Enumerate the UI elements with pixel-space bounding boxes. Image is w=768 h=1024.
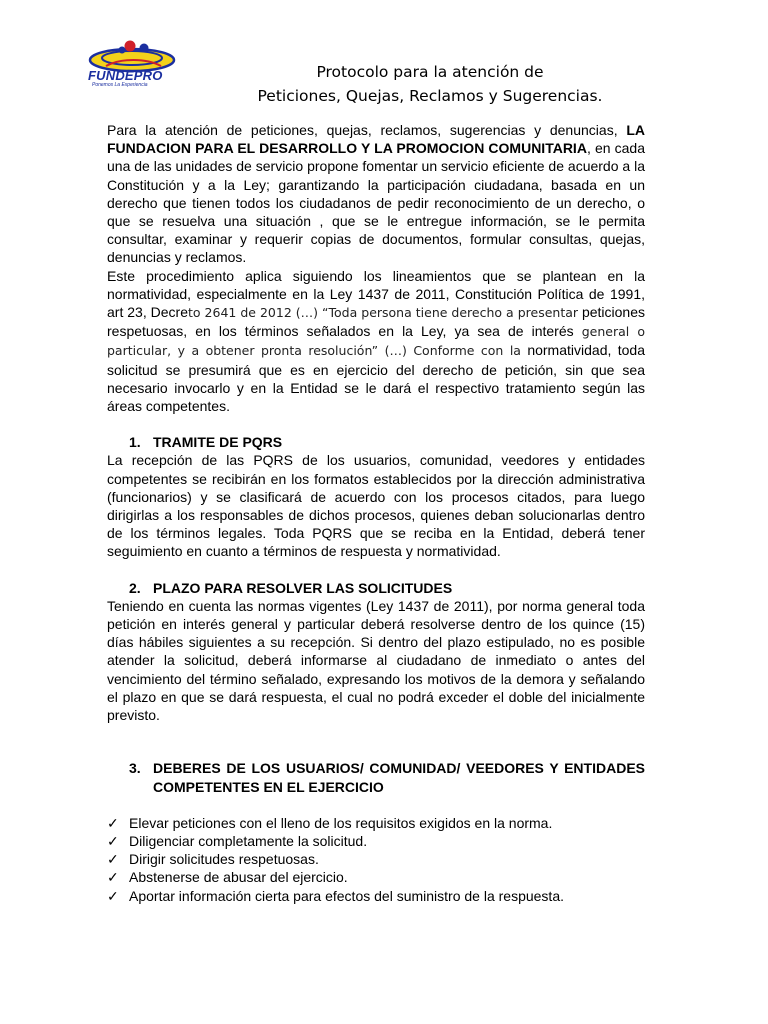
section-2-heading bbox=[107, 579, 645, 597]
list-item-text: Diligenciar completamente la solicitud. bbox=[129, 832, 368, 849]
list-item bbox=[107, 868, 645, 886]
list-item-text: Elevar peticiones con el lleno de los requisitos exigidos en la norma. bbox=[129, 814, 553, 831]
section-3-heading bbox=[107, 759, 645, 795]
list-item bbox=[107, 832, 645, 850]
fundepro-logo bbox=[86, 38, 178, 90]
list-item-text: Dirigir solicitudes respetuosas. bbox=[129, 851, 319, 868]
intro-p2-text-a: Este procedimiento aplica siguiendo los lineamientos que se plantean en la normatividad, especialmente en la Ley 1437 de 2011, Constitución Política de 1991, art 23, Decre bbox=[107, 267, 645, 321]
logo-slogan: Ponemos La Experiencia bbox=[92, 82, 148, 88]
list-item-text: Aportar información cierta para efectos del suministro de la respuesta. bbox=[129, 887, 564, 904]
intro-p1-text-a: Para la atención de peticiones, quejas, reclamos, sugerencias y denuncias, bbox=[107, 122, 627, 138]
section-2-number: 2. bbox=[129, 579, 141, 596]
list-item bbox=[107, 887, 645, 905]
section-3-title: DEBERES DE LOS USUARIOS/ COMUNIDAD/ VEEDORES Y ENTIDADES COMPETENTES EN EL EJERCICIO bbox=[153, 760, 645, 795]
checkmark-icon: ✓ bbox=[107, 814, 119, 831]
checkmark-icon: ✓ bbox=[107, 832, 119, 849]
section-2-title: PLAZO PARA RESOLVER LAS SOLICITUDES bbox=[153, 579, 453, 596]
document-body bbox=[107, 121, 645, 905]
list-item-text: Abstenerse de abusar del ejercicio. bbox=[129, 869, 348, 886]
foundation-name: LA FUNDACION PARA EL DESARROLLO Y LA PROMOCION COMUNITARIA bbox=[107, 122, 645, 157]
intro-p1-text-b: , en cada una de las unidades de servicio propone fomentar un servicio eficiente de acuerdo a la Constitución y a la Ley; garantizando la participación ciudadana, basada en un derecho que tienen todos los ciudadanos de pedir reconocimiento de un derecho, o que se resuelva una situación , que se le entregue información, se le permita consultar, examinar y requerir copias de documentos, formular consultas, quejas, denuncias y reclamos. bbox=[107, 140, 645, 266]
list-item bbox=[107, 850, 645, 868]
page-title bbox=[190, 60, 670, 108]
section-1-number: 1. bbox=[129, 434, 141, 451]
checkmark-icon: ✓ bbox=[107, 851, 119, 868]
intro-p2-text-b: peticiones respetuosas, en los términos señalados en la Ley, ya sea de interés bbox=[107, 304, 646, 340]
decree-quote-2: general o particular, y a obtener pronta resolución” (…) Conforme con la bbox=[107, 324, 646, 359]
intro-paragraph-1 bbox=[107, 121, 645, 267]
section-3-number: 3. bbox=[129, 760, 141, 777]
section-2-text: Teniendo en cuenta las normas vigentes (Ley 1437 de 2011), por norma general toda petición en interés general y particular deberá resolverse dentro de los quince (15) días hábiles siguientes a su recepción. Si dentro del plazo estipulado, no es posible atender la solicitud, deberá informarse al ciudadano de inmediato o antes del vencimiento del término señalado, expresando los motivos de la demora y señalando el plazo en que se dará respuesta, el cual no podrá exceder el doble del inicialmente previsto. bbox=[107, 597, 645, 724]
decree-quote-1: to 2641 de 2012 (…) “Toda persona tiene derecho a presentar bbox=[187, 305, 579, 321]
section-1-heading bbox=[107, 433, 645, 451]
duties-checklist bbox=[107, 814, 645, 905]
section-1-title: TRAMITE DE PQRS bbox=[153, 434, 283, 451]
checkmark-icon: ✓ bbox=[107, 869, 119, 886]
logo-wordmark: FUNDEPRO bbox=[88, 68, 163, 83]
intro-p2-text-c: normatividad, toda solicitud se presumirá que es en ejercicio del derecho de petición, sin que sea necesario invocarlo y en la Entidad se le dará el respectivo tratamiento según las áreas competentes. bbox=[107, 342, 645, 415]
section-1-text: La recepción de las PQRS de los usuarios, comunidad, veedores y entidades competentes se recibirán en los formatos establecidos por la dirección administrativa (funcionarios) y se clasificará de acuerdo con los procesos citados, para luego dirigirlas a los responsables de dichos procesos, quienes deban solucionarlas dentro de los términos legales. Toda PQRS que se reciba en la Entidad, deberá tener seguimiento en cuanto a términos de respuesta y normatividad. bbox=[107, 452, 645, 560]
title-line-2: Peticiones, Quejas, Reclamos y Sugerencias. bbox=[257, 87, 603, 106]
title-line-1: Protocolo para la atención de bbox=[316, 63, 544, 82]
checkmark-icon: ✓ bbox=[107, 887, 119, 904]
list-item bbox=[107, 814, 645, 832]
intro-paragraph-2 bbox=[107, 267, 645, 416]
